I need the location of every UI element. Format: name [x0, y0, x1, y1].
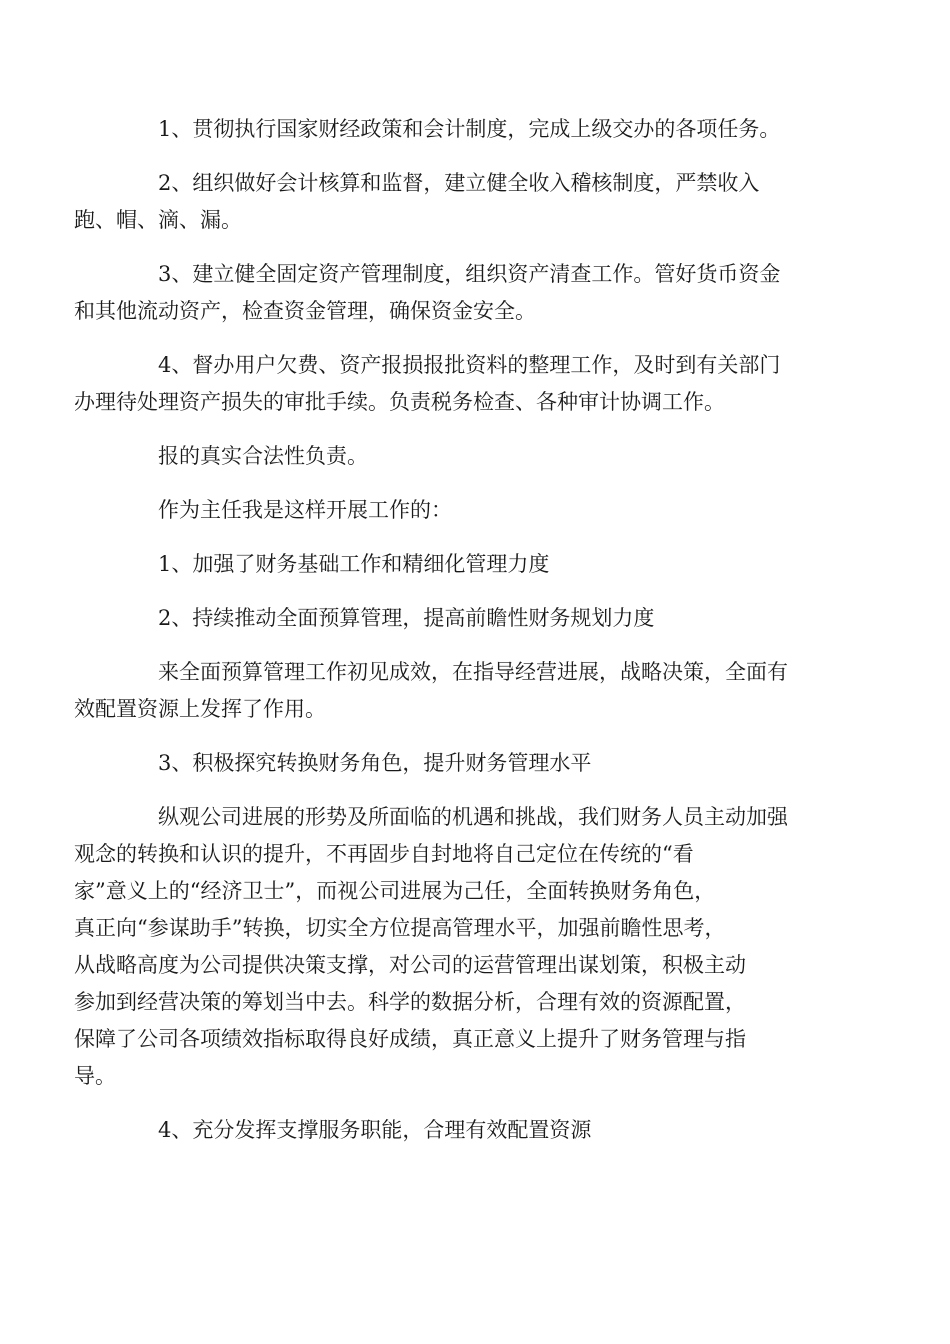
- paragraph: [74, 256, 832, 330]
- paragraph-first-line: 2、组织做好会计核算和监督，建立健全收入稽核制度，严禁收入: [158, 171, 760, 195]
- paragraph: [116, 111, 832, 148]
- paragraph-continuation-line: 观念的转换和认识的提升，不再固步自封地将自己定位在传统的“看: [74, 842, 694, 866]
- paragraph: [116, 600, 832, 637]
- paragraph-continuation-line: 效配置资源上发挥了作用。: [74, 697, 326, 721]
- paragraph: [74, 799, 832, 1095]
- paragraph-continuation-line: 真正向“参谋助手”转换，切实全方位提高管理水平，加强前瞻性思考，: [74, 916, 726, 940]
- paragraph: [116, 745, 832, 782]
- paragraph: [74, 654, 832, 728]
- paragraph-continuation-line: 家”意义上的“经济卫士”，而视公司进展为己任，全面转换财务角色，: [74, 879, 716, 903]
- paragraph-continuation-line: 保障了公司各项绩效指标取得良好成绩，真正意义上提升了财务管理与指: [74, 1027, 746, 1051]
- paragraph-first-line: 4、督办用户欠费、资产报损报批资料的整理工作，及时到有关部门: [158, 353, 781, 377]
- paragraph-continuation-line: 参加到经营决策的筹划当中去。科学的数据分析，合理有效的资源配置，: [74, 990, 746, 1014]
- paragraph: [116, 1112, 832, 1149]
- paragraph-first-line: 2、持续推动全面预算管理，提高前瞻性财务规划力度: [158, 606, 655, 630]
- paragraph-first-line: 1、贯彻执行国家财经政策和会计制度，完成上级交办的各项任务。: [158, 117, 781, 141]
- paragraph: [116, 546, 832, 583]
- document-body: [74, 111, 832, 1166]
- paragraph-first-line: 1、加强了财务基础工作和精细化管理力度: [158, 552, 550, 576]
- paragraph-continuation-line: 导。: [74, 1064, 116, 1088]
- paragraph-first-line: 作为主任我是这样开展工作的：: [158, 498, 452, 522]
- paragraph: [116, 438, 832, 475]
- paragraph: [74, 347, 832, 421]
- paragraph-continuation-line: 和其他流动资产，检查资金管理，确保资金安全。: [74, 299, 536, 323]
- paragraph: [74, 165, 832, 239]
- paragraph-first-line: 3、积极探究转换财务角色，提升财务管理水平: [158, 751, 592, 775]
- paragraph-continuation-line: 从战略高度为公司提供决策支撑，对公司的运营管理出谋划策，积极主动: [74, 953, 746, 977]
- paragraph: [116, 492, 832, 529]
- paragraph-continuation-line: 办理待处理资产损失的审批手续。负责税务检查、各种审计协调工作。: [74, 390, 725, 414]
- paragraph-continuation-line: 跑、帽、滴、漏。: [74, 208, 242, 232]
- paragraph-first-line: 4、充分发挥支撑服务职能，合理有效配置资源: [158, 1118, 592, 1142]
- paragraph-first-line: 3、建立健全固定资产管理制度，组织资产清查工作。管好货币资金: [158, 262, 781, 286]
- paragraph-first-line: 纵观公司进展的形势及所面临的机遇和挑战，我们财务人员主动加强: [158, 805, 788, 829]
- paragraph-first-line: 报的真实合法性负责。: [158, 444, 368, 468]
- paragraph-first-line: 来全面预算管理工作初见成效，在指导经营进展，战略决策，全面有: [158, 660, 788, 684]
